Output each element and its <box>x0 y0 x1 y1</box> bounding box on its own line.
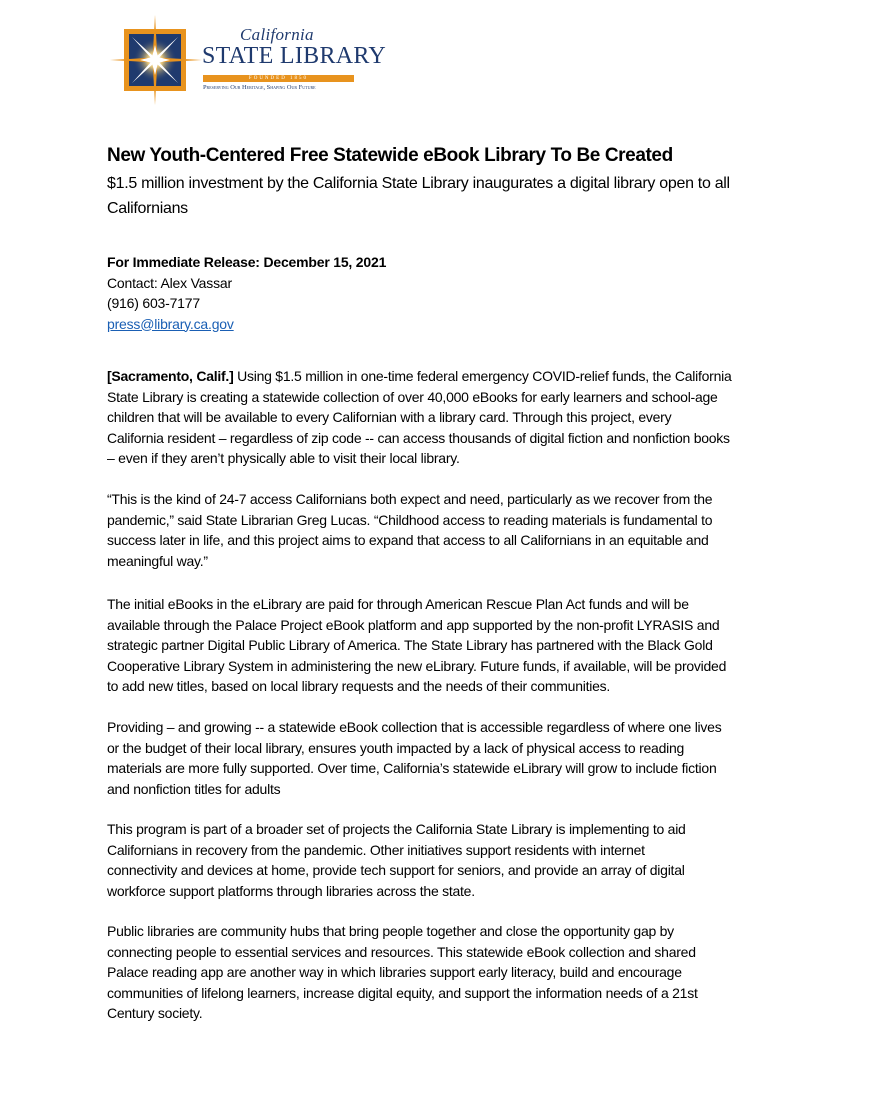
body-paragraph-1 <box>107 366 827 469</box>
paragraph-line: meaningful way.” <box>107 552 208 569</box>
california-state-library-logo <box>110 15 386 105</box>
paragraph-line: children that will be available to every Californian with a library card. Through this project, every <box>107 409 672 425</box>
body-paragraph-5 <box>107 819 827 901</box>
paragraph-line: success later in life, and this project aims to expand that access to all Californians in an equitable and <box>107 532 709 548</box>
body-paragraph-3 <box>107 594 827 697</box>
contact-name: Contact: Alex Vassar <box>107 274 232 291</box>
paragraph-line: strategic partner Digital Public Library of America. The State Library has partnered with the Black Gold <box>107 637 713 653</box>
paragraph-line: Californians in recovery from the pandemic. Other initiatives support residents with internet <box>107 841 645 858</box>
release-date: For Immediate Release: December 15, 2021 <box>107 254 387 270</box>
paragraph-line: Providing – and growing -- a statewide eBook collection that is accessible regardless of where one lives <box>107 719 722 735</box>
paragraph-line: workforce support platforms through libraries across the state. <box>107 882 475 899</box>
contact-email-link[interactable]: press@library.ca.gov <box>107 315 234 332</box>
body-paragraph-6 <box>107 921 827 1024</box>
logo-state-library-word: STATE LIBRARY <box>202 43 386 69</box>
paragraph-line: communities of lifelong learners, increase digital equity, and support the information needs of a 21st <box>107 984 698 1001</box>
paragraph-line: materials are more fully supported. Over time, California’s statewide eLibrary will grow to include fiction <box>107 760 717 776</box>
body-paragraph-2 <box>107 489 827 571</box>
logo-california-word: California <box>240 25 314 44</box>
paragraph-line: connectivity and devices at home, provide tech support for seniors, and provide an array of digital <box>107 862 685 878</box>
paragraph-line: and nonfiction titles for adults <box>107 780 281 797</box>
logo-founded-text: FOUNDED 1850 <box>248 76 309 81</box>
star-emblem-icon <box>110 15 202 105</box>
body-paragraph-4 <box>107 717 827 799</box>
headline: New Youth-Centered Free Statewide eBook Library To Be Created <box>107 145 673 166</box>
contact-phone: (916) 603-7177 <box>107 295 200 311</box>
logo-tagline: Preserving Our Heritage, Shaping Our Future <box>203 84 316 91</box>
subheadline-line: Californians <box>107 200 188 217</box>
paragraph-line <box>107 366 827 387</box>
paragraph-line: or the budget of their local library, ensures youth impacted by a lack of physical access to reading <box>107 739 685 756</box>
dateline: [Sacramento, Calif.] <box>107 368 234 384</box>
paragraph-line: – even if they aren’t physically able to visit their local library. <box>107 450 460 466</box>
paragraph-line: connecting people to essential services and resources. This statewide eBook collection and shared <box>107 943 696 960</box>
paragraph-line: Cooperative Library System in administering the new eLibrary. Future funds, if available, will be provided <box>107 657 727 674</box>
paragraph-line: to add new titles, based on local library requests and the needs of their communities. <box>107 678 611 694</box>
paragraph-line: Palace reading app are another way in which libraries support early literacy, build and encourage <box>107 964 682 980</box>
subheadline-line: $1.5 million investment by the California State Library inaugurates a digital library open to all <box>107 175 730 192</box>
paragraph-line: Public libraries are community hubs that bring people together and close the opportunity gap by <box>107 923 674 939</box>
logo-wordmark <box>202 15 386 105</box>
paragraph-line: pandemic,” said State Librarian Greg Lucas. “Childhood access to reading materials is fundamental to <box>107 511 713 528</box>
paragraph-line: This program is part of a broader set of projects the California State Library is implementing to aid <box>107 821 686 837</box>
paragraph-line: California resident – regardless of zip code -- can access thousands of digital fiction and nonfiction books <box>107 429 730 446</box>
paragraph-line: available through the Palace Project eBook platform and app supported by the non-profit LYRASIS and <box>107 616 720 633</box>
paragraph-text: Using $1.5 million in one-time federal emergency COVID-relief funds, the California <box>233 368 732 384</box>
paragraph-line: “This is the kind of 24-7 access Californians both expect and need, particularly as we recover from the <box>107 491 713 507</box>
paragraph-line: The initial eBooks in the eLibrary are paid for through American Rescue Plan Act funds and will be <box>107 596 689 612</box>
subheadline <box>107 171 807 221</box>
release-info <box>107 252 386 334</box>
paragraph-line: Century society. <box>107 1005 203 1021</box>
paragraph-line: State Library is creating a statewide collection of over 40,000 eBooks for early learners and school-age <box>107 388 718 405</box>
